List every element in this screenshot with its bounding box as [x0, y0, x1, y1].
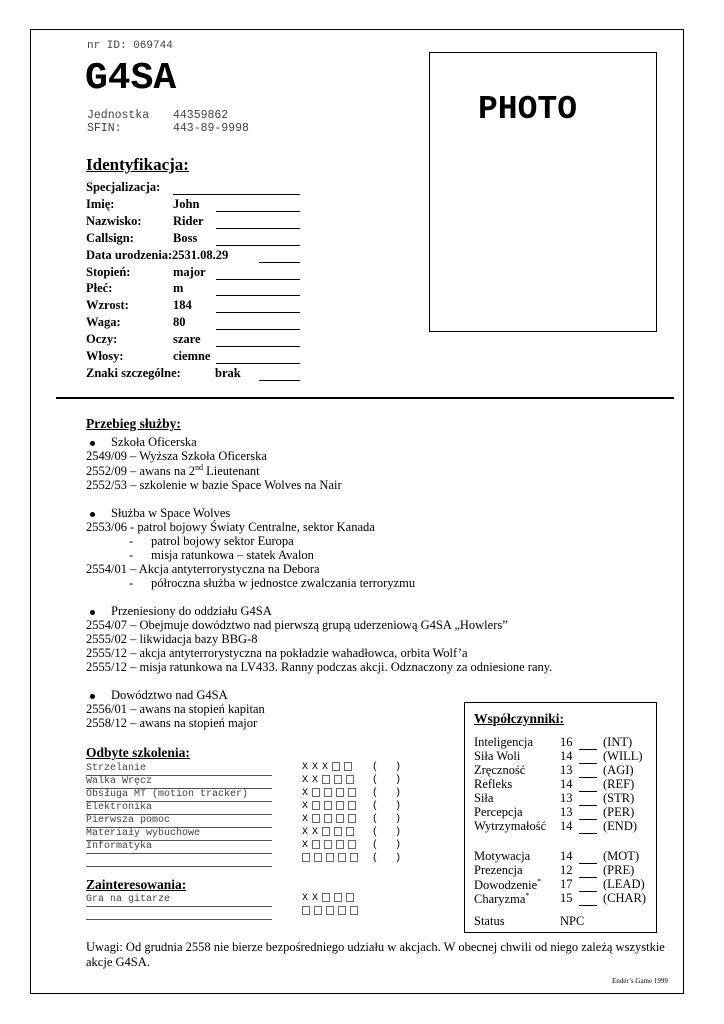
coef-blank-line	[579, 852, 597, 864]
service-line: 2556/01 – awans na stopień kapitan	[86, 702, 265, 716]
skill-box-empty	[346, 893, 354, 902]
service-line: 2555/12 – misja ratunkowa na LV433. Ranny podczas akcji. Odznaczony za odniesione rany.	[86, 660, 553, 674]
ident-blank-line	[259, 251, 300, 263]
coef-abbr: (PRE)	[603, 863, 635, 877]
skill-box-empty	[302, 853, 310, 862]
skill-row	[86, 815, 272, 828]
ident-blank-line	[173, 183, 300, 195]
skill-name	[86, 854, 87, 865]
coef-blank-line	[579, 766, 597, 778]
service-bullet-2: Służba w Space Wolves	[86, 506, 230, 521]
service-dash: -	[129, 576, 134, 590]
skill-mark-x: X	[301, 762, 308, 774]
skill-box-empty	[322, 775, 330, 784]
skill-level-marks	[300, 762, 354, 773]
coef-name-text: Wytrzymałość	[474, 819, 547, 833]
ident-value: John	[173, 197, 200, 211]
notes-line-2: akcje G4SA.	[86, 955, 150, 969]
skill-box-empty	[334, 893, 342, 902]
ident-blank-line	[216, 217, 300, 229]
coef-name	[474, 863, 523, 878]
coef-value: 14	[560, 849, 573, 863]
coef-blank-line	[579, 738, 597, 750]
sfin-value: 443-89-9998	[173, 122, 249, 135]
skill-box-empty	[336, 801, 344, 810]
coef-name-text: Charyzma	[474, 892, 526, 907]
coef-name-text: Siła Woli	[474, 749, 521, 763]
service-bullet-4: Dowództwo nad G4SA	[86, 688, 228, 703]
coef-title: Współczynniki:	[474, 711, 565, 726]
photo-placeholder	[429, 52, 657, 332]
skill-box-empty	[312, 801, 320, 810]
paren-open: (	[372, 853, 379, 864]
coef-name	[474, 891, 529, 907]
skill-box-empty	[324, 814, 332, 823]
skill-level-marks	[300, 893, 356, 904]
sfin-label: SFIN:	[87, 122, 122, 135]
coef-name	[474, 763, 525, 778]
skill-box-empty	[312, 814, 320, 823]
skill-box-empty	[338, 853, 346, 862]
ident-value: szare	[173, 332, 201, 346]
ident-title: Identyfikacja:	[86, 155, 189, 174]
ident-blank-line	[216, 268, 300, 280]
service-line: 2554/01 – Akcja antyterrorystyczna na Debora	[86, 562, 320, 576]
skill-mark-x: X	[311, 827, 318, 839]
skill-mark-x: X	[311, 775, 318, 787]
coef-name-text: Dowodzenie	[474, 878, 538, 893]
ident-blank-line	[216, 284, 300, 296]
ident-value: brak	[215, 366, 241, 380]
skill-mark-x: X	[301, 788, 308, 800]
skill-name: Walka Wręcz	[86, 776, 153, 787]
coef-name	[474, 735, 533, 750]
service-line: 2555/12 – akcja antyterrorystyczna na pokładzie wahadłowca, orbita Wolf’a	[86, 646, 468, 660]
skill-box-empty	[346, 775, 354, 784]
coef-value: 17	[560, 877, 573, 891]
skill-box-empty	[312, 788, 320, 797]
skill-mark-x: X	[301, 893, 308, 905]
ident-value: ciemne	[173, 349, 211, 363]
skill-row	[86, 776, 272, 789]
skill-row	[86, 789, 272, 802]
service-line: patrol bojowy sektor Europa	[151, 534, 294, 548]
skill-box-empty	[348, 814, 356, 823]
skill-name: Strzelanie	[86, 763, 147, 774]
skill-box-empty	[314, 853, 322, 862]
skill-level-marks	[300, 840, 358, 851]
skill-box-empty	[326, 853, 334, 862]
coef-blank-line	[579, 880, 597, 892]
coef-blank-line	[579, 752, 597, 764]
coefficients-box	[464, 702, 657, 933]
paren-close: )	[395, 827, 402, 838]
skill-box-empty	[346, 827, 354, 836]
skill-name: Elektronika	[86, 802, 153, 813]
coef-name	[474, 849, 530, 864]
ident-blank-line	[216, 318, 300, 330]
coef-abbr: (END)	[603, 819, 638, 833]
ident-label: Znaki szczególne:	[86, 366, 181, 380]
skill-box-empty	[344, 762, 352, 771]
skill-name: Obsługa MT (motion tracker)	[86, 789, 249, 800]
skill-box-empty	[348, 840, 356, 849]
ident-label: Oczy:	[86, 332, 118, 346]
skill-box-empty	[334, 775, 342, 784]
service-bullet-1: Szkoła Oficerska	[86, 435, 197, 450]
skill-level-marks	[300, 814, 358, 825]
ident-value: 80	[173, 315, 186, 329]
paren-open: (	[372, 775, 379, 786]
service-line: misja ratunkowa – statek Avalon	[151, 548, 314, 562]
skill-box-empty	[336, 840, 344, 849]
coef-value: 14	[560, 819, 573, 833]
coef-blank-line	[579, 808, 597, 820]
section-divider	[56, 397, 674, 399]
coef-value: 14	[560, 777, 573, 791]
coef-name-text: Prezencja	[474, 863, 523, 877]
paren-open: (	[372, 801, 379, 812]
ident-label: Specjalizacja:	[86, 180, 161, 194]
service-line: półroczna służba w jednostce zwalczania terroryzmu	[151, 576, 416, 590]
ident-value: Boss	[173, 231, 198, 245]
skill-name: Pierwsza pomoc	[86, 815, 171, 826]
ident-label: Płeć:	[86, 281, 113, 295]
coef-blank-line	[579, 894, 597, 906]
coef-abbr: (INT)	[603, 735, 633, 749]
bullet-icon	[90, 694, 95, 699]
paren-open: (	[372, 814, 379, 825]
coef-blank-line	[579, 794, 597, 806]
coef-abbr: (AGI)	[603, 763, 634, 777]
coef-abbr: (CHAR)	[603, 891, 647, 905]
skill-box-empty	[302, 906, 310, 915]
coef-name	[474, 749, 520, 764]
jednostka-label: Jednostka	[87, 109, 150, 122]
ident-value: Rider	[173, 214, 204, 228]
coef-blank-line	[579, 822, 597, 834]
coef-value: 16	[560, 735, 573, 749]
skill-mark-x: X	[321, 762, 328, 774]
skill-box-empty	[322, 893, 330, 902]
footer-credit: Ender’s Game 1999	[612, 977, 668, 985]
skill-box-empty	[312, 840, 320, 849]
coef-name	[474, 819, 546, 834]
skill-level-marks	[300, 775, 356, 786]
bullet-icon	[90, 441, 95, 446]
skill-mark-x: X	[301, 801, 308, 813]
coef-abbr: (REF)	[603, 777, 635, 791]
logo-title: G4SA	[85, 57, 177, 100]
skill-box-empty	[348, 801, 356, 810]
paren-close: )	[395, 814, 402, 825]
coef-value: 14	[560, 749, 573, 763]
paren-close: )	[395, 762, 402, 773]
training-title: Odbyte szkolenia:	[86, 745, 190, 760]
coef-blank-line	[579, 780, 597, 792]
interests-title: Zainteresowania:	[86, 877, 187, 892]
skill-box-empty	[332, 762, 340, 771]
coef-name-text: Siła	[474, 791, 494, 805]
skill-mark-x: X	[311, 762, 318, 774]
service-line: 2552/09 – awans na 2nd Lieutenant	[86, 463, 260, 479]
service-title: Przebieg służby:	[86, 416, 181, 431]
coef-asterisk: *	[525, 891, 530, 900]
skill-box-empty	[324, 840, 332, 849]
bullet-icon	[90, 610, 95, 615]
skill-mark-x: X	[301, 814, 308, 826]
coef-name-text: Inteligencja	[474, 735, 533, 749]
ident-value: major	[173, 265, 206, 279]
coef-abbr: (WILL)	[603, 749, 643, 763]
ident-label: Nazwisko:	[86, 214, 142, 228]
ident-label: Waga:	[86, 315, 121, 329]
coef-blank-line	[579, 866, 597, 878]
coef-name-text: Motywacja	[474, 849, 531, 863]
ident-label: Data urodzenia:	[86, 248, 173, 262]
paren-open: (	[372, 827, 379, 838]
nr-id: nr ID: 069744	[87, 40, 173, 52]
skill-row	[86, 854, 272, 867]
service-line: 2549/09 – Wyższa Szkoła Oficerska	[86, 449, 267, 463]
status-label: Status	[474, 914, 505, 928]
skill-level-marks	[300, 788, 358, 799]
skill-row	[86, 841, 272, 854]
ident-blank-line	[216, 301, 300, 313]
skill-row	[86, 802, 272, 815]
ident-label: Włosy:	[86, 349, 124, 363]
ident-blank-line	[259, 369, 300, 381]
ident-label: Wzrost:	[86, 298, 129, 312]
skill-row	[86, 907, 272, 920]
service-line: 2553/06 - patrol bojowy Światy Centralne, sektor Kanada	[86, 520, 375, 534]
skill-level-marks	[300, 801, 358, 812]
ident-value: m	[173, 281, 184, 295]
coef-asterisk: *	[537, 877, 542, 886]
skill-name	[86, 907, 87, 918]
coef-name	[474, 791, 493, 806]
skill-name: Informatyka	[86, 841, 153, 852]
skill-mark-x: X	[301, 840, 308, 852]
coef-value: 15	[560, 891, 573, 905]
ident-label: Imię:	[86, 197, 115, 211]
coef-name	[474, 805, 523, 820]
ident-blank-line	[216, 234, 300, 246]
service-line: 2552/53 – szkolenie w bazie Space Wolves na Nair	[86, 478, 342, 492]
skill-mark-x: X	[311, 893, 318, 905]
paren-close: )	[395, 801, 402, 812]
skill-box-empty	[334, 827, 342, 836]
paren-close: )	[395, 840, 402, 851]
paren-close: )	[395, 775, 402, 786]
status-value: NPC	[560, 914, 585, 928]
skill-row	[86, 763, 272, 776]
service-line: 2558/12 – awans na stopień major	[86, 716, 258, 730]
paren-open: (	[372, 788, 379, 799]
ident-value: 2531.08.29	[172, 248, 229, 262]
paren-open: (	[372, 840, 379, 851]
coef-value: 13	[560, 763, 573, 777]
notes-line-1: Uwagi: Od grudnia 2558 nie bierze bezpośredniego udziału w akcjach. W obecnej chwili od niego zależą wszystkie	[86, 940, 665, 954]
ident-label: Callsign:	[86, 231, 134, 245]
skill-box-empty	[336, 788, 344, 797]
service-bullet-3: Przeniesiony do oddziału G4SA	[86, 604, 272, 619]
coef-name-text: Percepcja	[474, 805, 523, 819]
service-dash: -	[129, 534, 134, 548]
skill-box-empty	[338, 906, 346, 915]
skill-box-empty	[350, 853, 358, 862]
skill-row	[86, 894, 272, 907]
skill-box-empty	[350, 906, 358, 915]
service-line: 2555/02 – likwidacja bazy BBG-8	[86, 632, 258, 646]
paren-close: )	[395, 853, 402, 864]
bullet-icon	[90, 512, 95, 517]
skill-box-empty	[324, 801, 332, 810]
coef-abbr: (PER)	[603, 805, 635, 819]
skill-level-marks	[300, 906, 360, 917]
skill-box-empty	[326, 906, 334, 915]
skill-name: Gra na gitarze	[86, 894, 171, 905]
skill-box-empty	[348, 788, 356, 797]
photo-label: PHOTO	[478, 91, 578, 128]
skill-box-empty	[314, 906, 322, 915]
ident-blank-line	[216, 200, 300, 212]
coef-abbr: (MOT)	[603, 849, 640, 863]
skill-box-empty	[336, 814, 344, 823]
skill-mark-x: X	[301, 827, 308, 839]
ident-blank-line	[216, 335, 300, 347]
jednostka-value: 44359862	[173, 109, 229, 122]
service-line: 2554/07 – Obejmuje dowództwo nad pierwszą grupą uderzeniową G4SA „Howlers”	[86, 618, 508, 632]
paren-open: (	[372, 762, 379, 773]
skill-name: Materiały wybuchowe	[86, 828, 201, 839]
service-dash: -	[129, 548, 134, 562]
coef-value: 12	[560, 863, 573, 877]
ident-value: 184	[173, 298, 192, 312]
paren-close: )	[395, 788, 402, 799]
coef-name-text: Zręczność	[474, 763, 526, 777]
coef-value: 13	[560, 805, 573, 819]
skill-box-empty	[324, 788, 332, 797]
coef-value: 13	[560, 791, 573, 805]
skill-box-empty	[322, 827, 330, 836]
skill-row	[86, 828, 272, 841]
skill-mark-x: X	[301, 775, 308, 787]
ident-blank-line	[216, 352, 300, 364]
coef-abbr: (LEAD)	[603, 877, 645, 891]
coef-name-text: Refleks	[474, 777, 513, 791]
skill-level-marks	[300, 827, 356, 838]
ident-label: Stopień:	[86, 265, 131, 279]
skill-level-marks	[300, 853, 360, 864]
coef-name	[474, 777, 512, 792]
coef-abbr: (STR)	[603, 791, 635, 805]
